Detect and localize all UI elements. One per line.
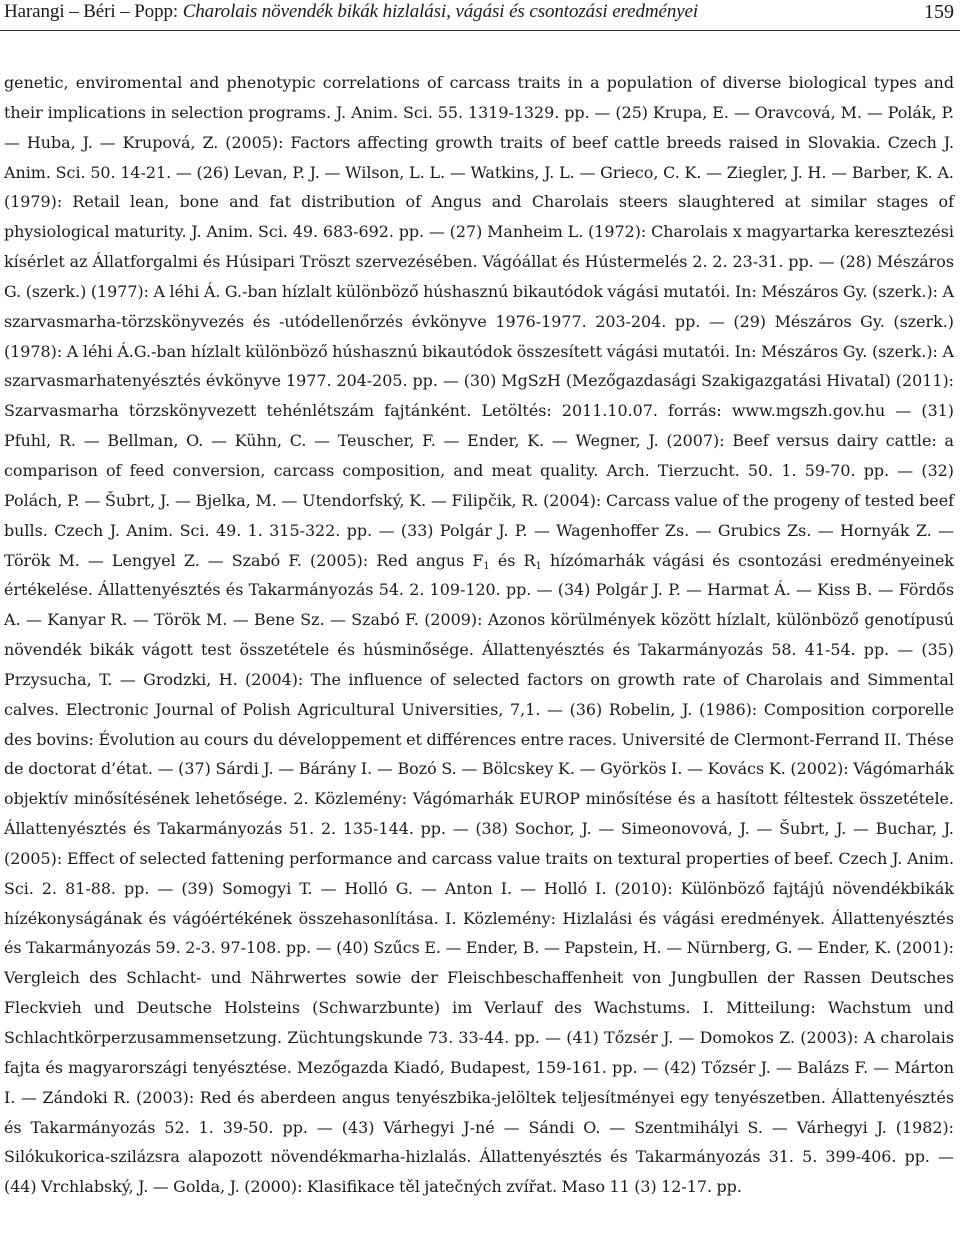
references-text-mid: és R (489, 550, 536, 570)
header-authors: Harangi – Béri – Popp: (4, 1, 183, 22)
running-title (4, 0, 698, 24)
subscript-f1: 1 (483, 560, 490, 572)
header-article-title: Charolais növendék bikák hizlalási, vágási és csontozási eredményei (182, 1, 699, 22)
header-rule (0, 30, 960, 31)
running-header (4, 0, 954, 26)
page-number: 159 (924, 1, 954, 23)
references-paragraph (4, 68, 954, 1202)
references-text-part-2: hízómarhák vágási és csontozási eredményeinek értékelése. Állattenyésztés és Takarmányozás 54. 2. 109-120. pp. — (34) Polgár J. P. — Harmat Á. — Kiss B. — Fördős A. — Kanyar R. — Török M. — Bene Sz. — Szabó F. (2009): Azonos körülmények között hízlalt, különböző genotípusú növendék bikák vágott test összetétele és húsminősége. Állattenyésztés és Takarmányozás 58. 41-54. pp. — (35) Przysucha, T. — Grodzki, H. (2004): The influence of selected factors on growth rate of Charolais and Simmental calves. Electronic Journal of Polish Agricultural Universities, 7,1. — (36) Robelin, J. (1986): Composition corporelle des bovins: Évolution au cours du développement et différences entre races. Université de Clermont-Ferrand II. Thése de doctorat d’état. — (37) Sárdi J. — Bárány I. — Bozó S. — Bölcskey K. — Györkös I. — Kovács K. (2002): Vágómarhák objektív minősítésének lehetősége. 2. Közlemény: Vágómarhák EUROP minősítése és a hasított féltestek összetétele. Állattenyésztés és Takarmányozás 51. 2. 135-144. pp. — (38) Sochor, J. — Simeonovová, J. — Šubrt, J. — Buchar, J. (2005): Effect of selected fattening performance and carcass value traits on textural properties of beef. Czech J. Anim. Sci. 2. 81-88. pp. — (39) Somogyi T. — Holló G. — Anton I. — Holló I. (2010): Különböző fajtájú növendékbikák hízékonyságának és vágóértékének összehasonlítása. I. Közlemény: Hizlalási és vágási eredmények. Állattenyésztés és Takarmányozás 59. 2-3. 97-108. pp. — (40) Szűcs E. — Ender, B. — Papstein, H. — Nürnberg, G. — Ender, K. (2001): Vergleich des Schlacht- und Nährwertes sowie der Fleischbeschaffenheit von Jungbullen der Rassen Deutsches Fleckvieh und Deutsche Holsteins (Schwarzbunte) im Verlauf des Wachstums. I. Mitteilung: Wachstum und Schlachtkörperzusammensetzung. Züchtungskunde 73. 33-44. pp. — (41) Tőzsér J. — Domokos Z. (2003): A charolais fajta és magyarországi tenyésztése. Mezőgazda Kiadó, Budapest, 159-161. pp. — (42) Tőzsér J. — Balázs F. — Márton I. — Zándoki R. (2003): Red és aberdeen angus tenyészbika-jelöltek teljesítményei egy tenyészetben. Állattenyésztés és Takarmányozás 52. 1. 39-50. pp. — (43) Várhegyi J-né — Sándi O. — Szentmihályi S. — Várhegyi J. (1982): Silókukorica-szilázsra alapozott növendékmarha-hizlalás. Állattenyésztés és Takarmányozás 31. 5. 399-406. pp. — (44) Vrchlabský, J. — Golda, J. (2000): Klasifikace těl jatečných zvířat. Maso 11 (3) 12-17. pp. (4, 550, 954, 1197)
references-text-part-1: genetic, enviromental and phenotypic correlations of carcass traits in a population of diverse biological types and their implications in selection programs. J. Anim. Sci. 55. 1319-1329. pp. — (25) Krupa, E. — Oravcová, M. — Polák, P. — Huba, J. — Krupová, Z. (2005): Factors affecting growth traits of beef cattle breeds raised in Slovakia. Czech J. Anim. Sci. 50. 14-21. — (26) Levan, P. J. — Wilson, L. L. — Watkins, J. L. — Grieco, C. K. — Ziegler, J. H. — Barber, K. A. (1979): Retail lean, bone and fat distribution of Angus and Charolais steers slaughtered at similar stages of physiological maturity. J. Anim. Sci. 49. 683-692. pp. — (27) Manheim L. (1972): Charolais x magyartarka keresztezési kísérlet az Állatforgalmi és Húsipari Tröszt szervezésében. Vágóállat és Hústermelés 2. 2. 23-31. pp. — (28) Mészáros G. (szerk.) (1977): A léhi Á. G.-ban hízlalt különböző húshasznú bikautódok vágási mutatói. In: Mészáros Gy. (szerk.): A szarvasmarha-törzskönyvezés és -utódellenőrzés évkönyve 1976-1977. 203-204. pp. — (29) Mészáros Gy. (szerk.) (1978): A léhi Á.G.-ban hízlalt különböző húshasznú bikautódok összesített vágási mutatói. In: Mészáros Gy. (szerk.): A szarvasmarhatenyésztés évkönyve 1977. 204-205. pp. — (30) MgSzH (Mezőgazdasági Szakigazgatási Hivatal) (2011): Szarvasmarha törzskönyvezett tehénlétszám fajtánként. Letöltés: 2011.10.07. forrás: www.mgszh.gov.hu — (31) Pfuhl, R. — Bellman, O. — Kühn, C. — Teuscher, F. — Ender, K. — Wegner, J. (2007): Beef versus dairy cattle: a comparison of feed conversion, carcass composition, and meat quality. Arch. Tierzucht. 50. 1. 59-70. pp. — (32) Polách, P. — Šubrt, J. — Bjelka, M. — Utendorfský, K. — Filipčik, R. (2004): Carcass value of the progeny of tested beef bulls. Czech J. Anim. Sci. 49. 1. 315-322. pp. — (33) Polgár J. P. — Wagenhoffer Zs. — Grubics Zs. — Hornyák Z. — Török M. — Lengyel Z. — Szabó F. (2005): Red angus F (4, 73, 954, 570)
subscript-r1: 1 (535, 560, 542, 572)
